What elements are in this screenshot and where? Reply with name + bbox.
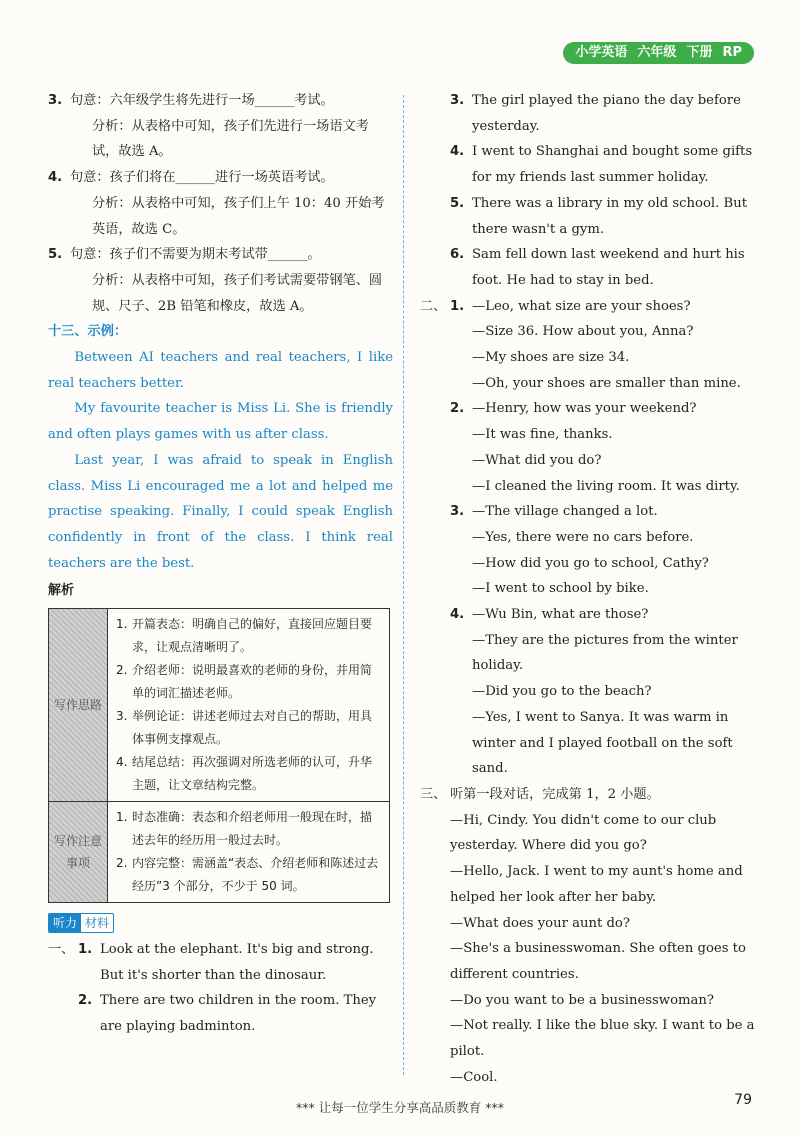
row-number: 4. [116,755,128,770]
list-item [78,988,393,1039]
item-number: 3. [450,93,465,108]
header-badge [563,42,754,64]
column-divider [403,95,404,1075]
section-label: 一、 [48,942,75,958]
row-text: 时态准确：表态和介绍老师用一般现在时，描述去年的经历用一般过去时。 [132,810,373,848]
item-number: 4. [450,607,465,623]
dialogue-3 [450,499,760,602]
section-3 [420,782,760,1090]
item-number: 2. [450,401,465,417]
dialogue-line: —Oh, your shoes are smaller than mine. [472,375,741,391]
dialogue-4 [450,602,760,782]
question-3 [48,88,393,165]
dialogue-line: —Not really. I like the blue sky. I want to be a pilot. [450,1018,755,1060]
section-13-label: 十三、示例： [48,324,128,340]
list-item [78,937,393,988]
dialogue-line: —What does your aunt do? [450,915,630,931]
table-row [116,659,381,705]
dialogue-line: —Leo, what size are your shoes? [472,298,691,314]
tag-part-a: 听力 [49,914,81,932]
dialogue-line: —I cleaned the living room. It was dirty. [472,478,740,494]
dialogue-1 [450,294,760,397]
dialogue-line: —Wu Bin, what are those? [472,607,649,623]
row-text: 举例论证：讲述老师过去对自己的帮助，用具体事例支撑观点。 [132,709,373,747]
dialogue-line: —Do you want to be a businesswoman? [450,992,714,1008]
row-number: 1. [116,810,128,825]
item-number: 1. [450,298,465,314]
item-number: 2. [78,993,93,1009]
section-1 [48,937,393,1040]
header-term: 下册 [686,45,713,60]
table-row [116,852,381,898]
item-number: 6. [450,247,465,263]
item-number: 5. [450,195,465,211]
section-label: 二、 [420,298,447,314]
dialogue-line: —Cool. [450,1069,498,1085]
item-number: 4. [450,144,465,160]
analysis-title: 解析 [48,583,75,599]
row-text: 开篇表态：明确自己的偏好，直接回应题目要求，让观点清晰明了。 [132,617,373,655]
footer-slogan: *** 让每一位学生分享高品质教育 *** [296,1100,504,1115]
question-analysis: 分析：从表格中可知，孩子们先进行一场语文考试，故选 A。 [92,118,369,160]
writing-approach-content [108,609,390,802]
right-column [420,88,760,1090]
section-label: 三、 [420,786,447,802]
dialogue-line: —It was fine, thanks. [472,427,613,443]
dialogue-line: —Hello, Jack. I went to my aunt's home and helped her look after her baby. [450,864,743,905]
dialogue-line: —Hi, Cindy. You didn't come to our club yesterday. Where did you go? [450,812,717,854]
table-row [116,751,381,797]
row-text: 结尾总结：再次强调对所选老师的认可，升华主题，让文章结构完整。 [132,755,373,793]
item-text: The girl played the piano the day before yesterday. [472,93,741,134]
dialogue-line: —Did you go to the beach? [472,684,652,700]
header-edition: RP [722,45,742,60]
dialogue-line: —I went to school by bike. [472,581,649,597]
question-5 [48,242,393,319]
question-meaning: 句意：孩子们不需要为期末考试带______。 [70,247,321,263]
dialogue-line: —She's a businesswoman. She often goes to different countries. [450,941,746,982]
header-grade: 六年级 [637,45,677,60]
row-number: 3. [116,709,128,724]
dialogue-line: —Yes, there were no cars before. [472,529,694,545]
section-2 [420,294,760,782]
question-analysis: 分析：从表格中可知，孩子们上午 10：40 开始考英语，故选 C。 [92,195,385,237]
header-subject: 小学英语 [575,45,628,60]
item-number: 1. [78,942,93,958]
section-intro: 听第一段对话，完成第 1，2 小题。 [450,786,660,802]
essay-paragraph: Last year, I was afraid to speak in English class. Miss Li encouraged me a lot and helped me practise speaking. Finally, I could speak English confidently in front of the class. I think real teachers are the best. [48,452,393,571]
table-row [116,613,381,659]
dialogue-line: —Size 36. How about you, Anna? [472,324,694,340]
dialogue-line: —My shoes are size 34. [472,350,630,366]
list-item [450,191,760,242]
list-item [450,88,760,139]
essay-paragraph: Between AI teachers and real teachers, I like real teachers better. [48,350,393,391]
dialogue-line: —What did you do? [472,452,602,468]
item-text: Sam fell down last weekend and hurt his foot. He had to stay in bed. [472,247,745,288]
row-text: 内容完整：需涵盖“表态、介绍老师和陈述过去经历”3 个部分，不少于 50 词。 [132,856,379,894]
question-meaning: 句意：六年级学生将先进行一场______考试。 [70,93,334,108]
page-number: 79 [734,1092,752,1108]
item-text: Look at the elephant. It's big and strong. But it's shorter than the dinosaur. [100,942,374,983]
row-number: 1. [116,617,128,632]
list-item [450,139,760,190]
list-item [450,242,760,293]
row-number: 2. [116,663,128,678]
sample-essay [48,345,393,576]
question-analysis: 分析：从表格中可知，孩子们考试需要带钢笔、圆规、尺子、2B 铅笔和橡皮，故选 A。 [92,272,383,314]
item-number: 3. [450,504,465,520]
writing-notes-content [108,802,390,903]
tag-part-b: 材料 [85,916,110,931]
table-row [116,705,381,751]
table-row [116,806,381,852]
dialogue-2 [450,396,760,499]
item-text: I went to Shanghai and bought some gifts for my friends last summer holiday. [472,144,753,186]
writing-notes-label: 写作注意事项 [49,802,108,903]
left-column [48,88,393,1040]
dialogue-line: —Henry, how was your weekend? [472,401,697,417]
question-number: 4. [48,170,63,186]
dialogue-line: —They are the pictures from the winter holiday. [472,632,738,674]
question-number: 3. [48,93,63,108]
row-number: 2. [116,856,128,871]
writing-approach-label: 写作思路 [49,609,108,802]
analysis-table [48,608,390,903]
dialogue-line: —Yes, I went to Sanya. It was warm in winter and I played football on the soft sand. [472,709,733,777]
dialogue-line: —The village changed a lot. [472,504,658,520]
question-number: 5. [48,247,63,263]
question-4 [48,165,393,242]
item-text: There was a library in my old school. But there wasn't a gym. [472,195,747,237]
listening-material-tag [48,913,114,933]
question-meaning: 句意：孩子们将在______进行一场英语考试。 [70,170,334,186]
essay-paragraph: My favourite teacher is Miss Li. She is friendly and often plays games with us after class. [48,401,393,443]
row-text: 介绍老师：说明最喜欢的老师的身份，并用简单的词汇描述老师。 [132,663,373,701]
dialogue-line: —How did you go to school, Cathy? [472,555,709,571]
item-text: There are two children in the room. They are playing badminton. [100,993,377,1035]
